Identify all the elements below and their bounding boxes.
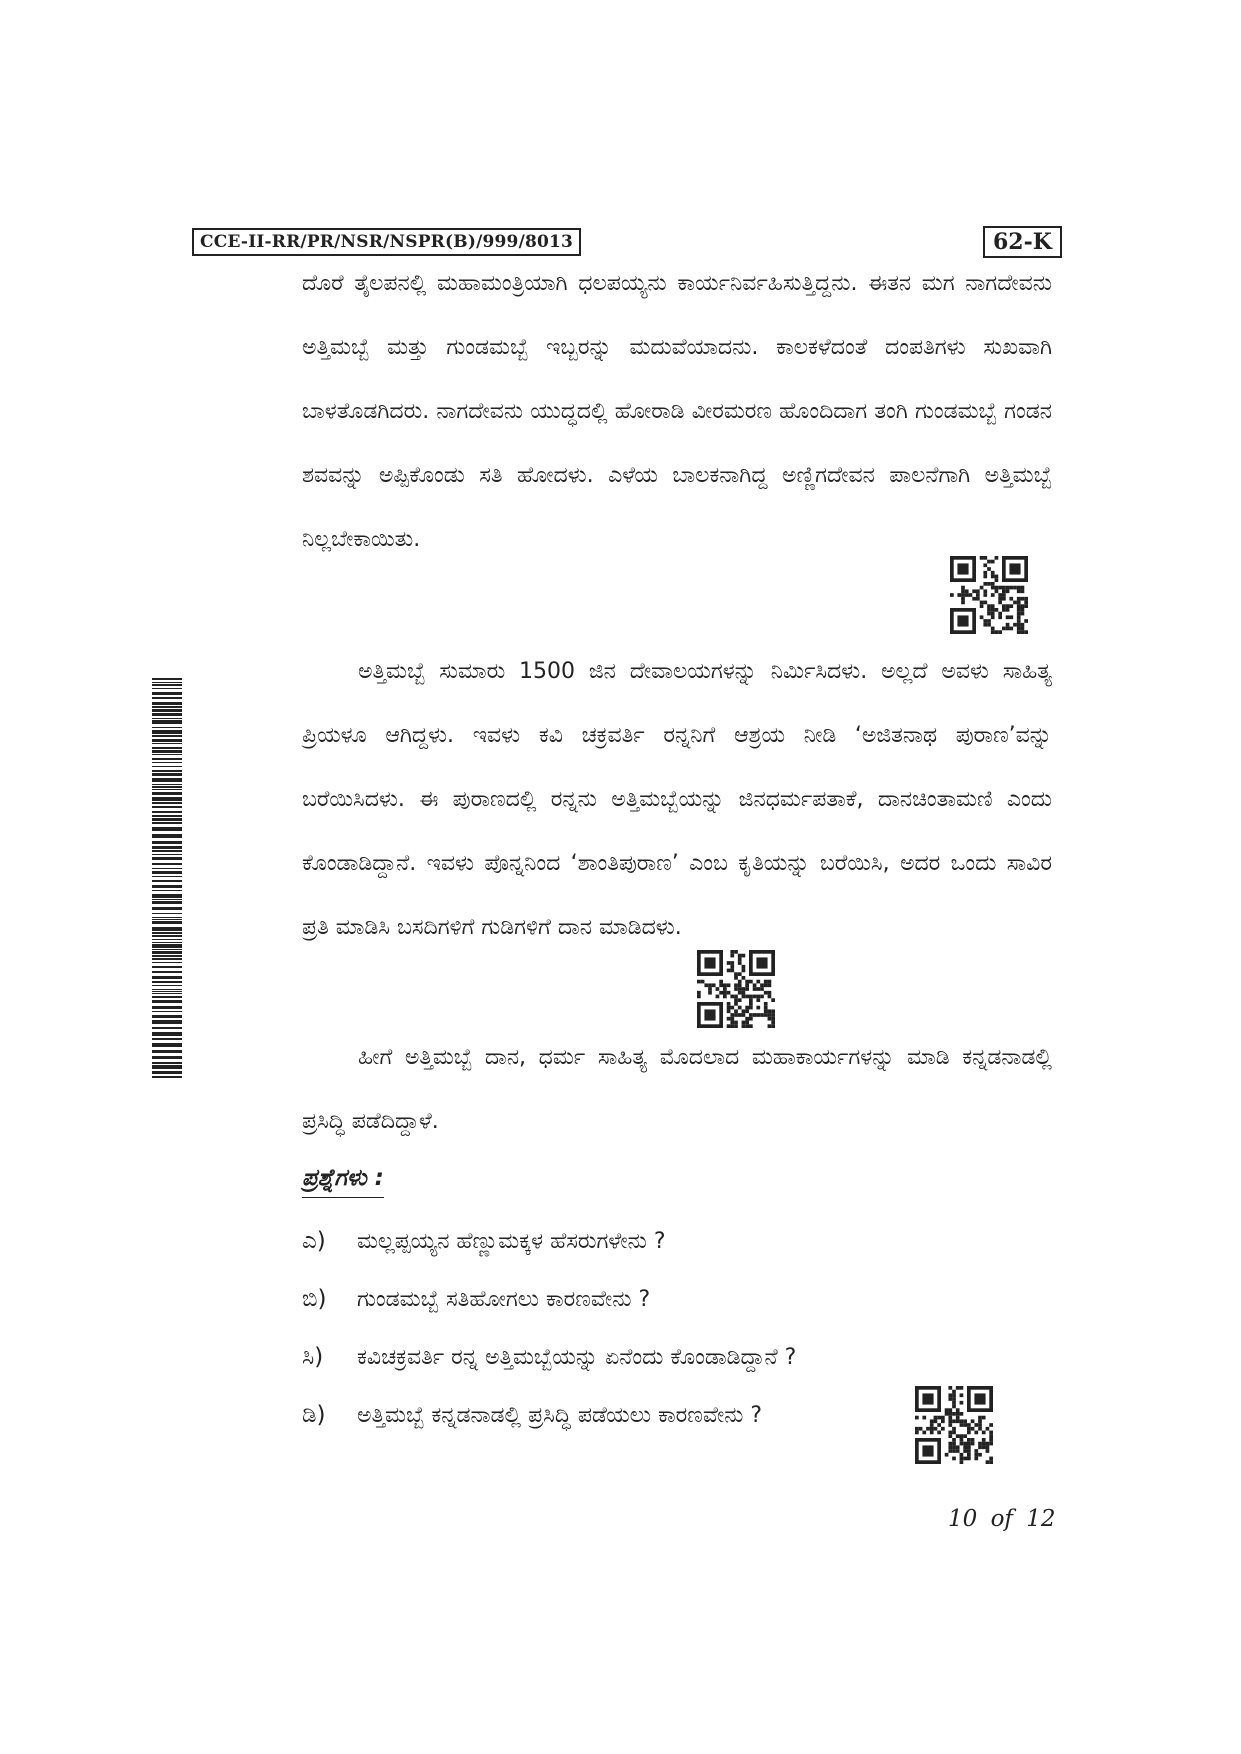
question-list xyxy=(302,1212,942,1444)
question-text: ಕವಿಚಕ್ರವರ್ತಿ ರನ್ನ ಅತ್ತಿಮಬ್ಬೆಯನ್ನು ಏನೆಂದು ಕೊಂಡಾಡಿದ್ದಾನೆ ? xyxy=(357,1344,797,1370)
question-item xyxy=(302,1212,942,1270)
question-text: ಮಲ್ಲಪ್ಪಯ್ಯನ ಹೆಣ್ಣುಮಕ್ಕಳ ಹೆಸರುಗಳೇನು ? xyxy=(357,1228,666,1254)
qr-code-icon xyxy=(915,1386,993,1464)
question-item xyxy=(302,1328,942,1386)
question-label: ಡಿ) xyxy=(302,1402,326,1428)
qr-code-icon xyxy=(697,950,775,1028)
question-label: ಸಿ) xyxy=(302,1344,324,1370)
passage-paragraph-2: ಅತ್ತಿಮಬ್ಬೆ ಸುಮಾರು 1500 ಜಿನ ದೇವಾಲಯಗಳನ್ನು ನಿರ್ಮಿಸಿದಳು. ಅಲ್ಲದೆ ಅವಳು ಸಾಹಿತ್ಯ ಪ್ರಿಯಳೂ ಆಗಿದ್ದಳು. ಇವಳು ಕವಿ ಚಕ್ರವರ್ತಿ ರನ್ನನಿಗೆ ಆಶ್ರಯ ನೀಡಿ ‘ಅಜಿತನಾಥ ಪುರಾಣ’ವನ್ನು ಬರೆಯಿಸಿದಳು. ಈ ಪುರಾಣದಲ್ಲಿ ರನ್ನನು ಅತ್ತಿಮಬ್ಬೆಯನ್ನು ಜಿನಧರ್ಮಪತಾಕೆ, ದಾನಚಿಂತಾಮಣಿ ಎಂದು ಕೊಂಡಾಡಿದ್ದಾನೆ. ಇವಳು ಪೊನ್ನನಿಂದ ‘ಶಾಂತಿಪುರಾಣ’ ಎಂಬ ಕೃತಿಯನ್ನು ಬರೆಯಿಸಿ, ಅದರ ಒಂದು ಸಾವಿರ ಪ್ರತಿ ಮಾಡಿಸಿ ಬಸದಿಗಳಿಗೆ ಗುಡಿಗಳಿಗೆ ದಾನ ಮಾಡಿದಳು. xyxy=(302,659,1052,940)
question-text: ಅತ್ತಿಮಬ್ಬೆ ಕನ್ನಡನಾಡಲ್ಲಿ ಪ್ರಸಿದ್ಧಿ ಪಡೆಯಲು ಕಾರಣವೇನು ? xyxy=(357,1402,763,1428)
qr-code-icon xyxy=(950,556,1028,634)
page-number: 10 of 12 xyxy=(948,1506,1056,1532)
question-text: ಗುಂಡಮಬ್ಬೆ ಸತಿಹೋಗಲು ಕಾರಣವೇನು ? xyxy=(357,1286,651,1312)
question-label: ಬಿ) xyxy=(302,1286,327,1312)
question-item xyxy=(302,1386,942,1444)
question-item xyxy=(302,1270,942,1328)
passage-paragraph-3: ಹೀಗೆ ಅತ್ತಿಮಬ್ಬೆ ದಾನ, ಧರ್ಮ ಸಾಹಿತ್ಯ ಮೊದಲಾದ ಮಹಾಕಾರ್ಯಗಳನ್ನು ಮಾಡಿ ಕನ್ನಡನಾಡಲ್ಲಿ ಪ್ರಸಿದ್ಧಿ ಪಡೆದಿದ್ದಾಳೆ. xyxy=(302,1045,1052,1134)
exam-code: CCE-II-RR/PR/NSR/NSPR(B)/999/8013 xyxy=(192,228,581,256)
questions-heading: ಪ್ರಶ್ನೆಗಳು : xyxy=(302,1165,384,1198)
question-label: ಎ) xyxy=(302,1228,326,1254)
passage-paragraph-1: ದೊರೆ ತೈಲಪನಲ್ಲಿ ಮಹಾಮಂತ್ರಿಯಾಗಿ ಧಲಪಯ್ಯನು ಕಾರ್ಯನಿರ್ವಹಿಸುತ್ತಿದ್ದನು. ಈತನ ಮಗ ನಾಗದೇವನು ಅತ್ತಿಮಬ್ಬೆ ಮತ್ತು ಗುಂಡಮಬ್ಬೆ ಇಬ್ಬರನ್ನು ಮದುವೆಯಾದನು. ಕಾಲಕಳೆದಂತೆ ದಂಪತಿಗಳು ಸುಖವಾಗಿ ಬಾಳತೊಡಗಿದರು. ನಾಗದೇವನು ಯುದ್ಧದಲ್ಲಿ ಹೋರಾಡಿ ವೀರಮರಣ ಹೊಂದಿದಾಗ ತಂಗಿ ಗುಂಡಮಬ್ಬೆ ಗಂಡನ ಶವವನ್ನು ಅಪ್ಪಿಕೊಂಡು ಸತಿ ಹೋದಳು. ಎಳೆಯ ಬಾಲಕನಾಗಿದ್ದ ಅಣ್ಣಿಗದೇವನ ಪಾಲನೆಗಾಗಿ ಅತ್ತಿಮಬ್ಬೆ ನಿಲ್ಲಬೇಕಾಯಿತು. xyxy=(302,271,1052,552)
barcode-icon xyxy=(152,678,182,1078)
paper-id: 62-K xyxy=(983,226,1062,258)
